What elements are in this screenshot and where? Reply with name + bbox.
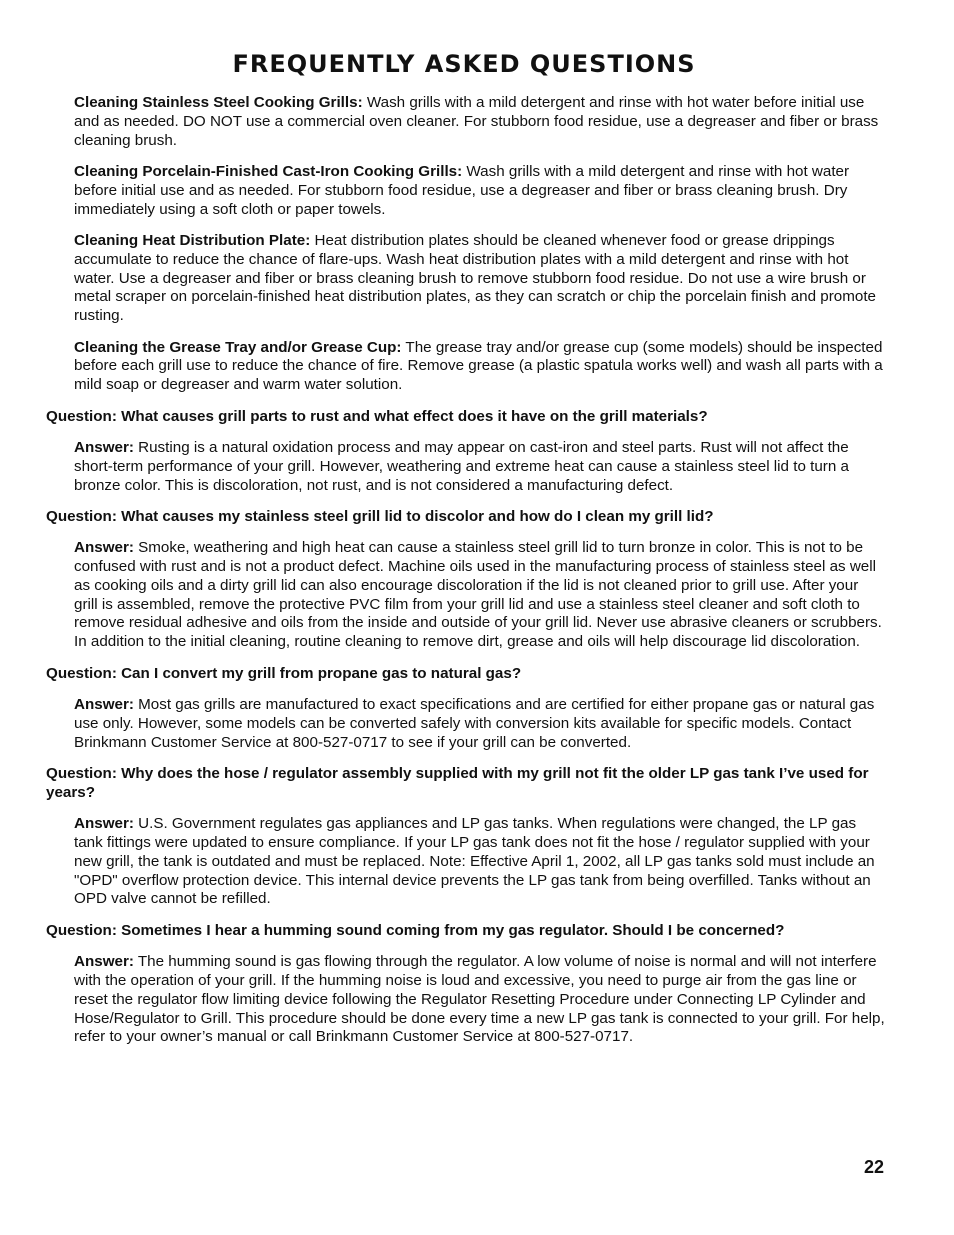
answer-text: Rusting is a natural oxidation process and may appear on cast-iron and steel parts. Rust will not affect the short-term performance of your grill. However, weathering and extreme heat can cause a stainless steel lid to turn a bronze color. This is discoloration, not rust, and is not considered a manufacturing defect. bbox=[74, 438, 849, 494]
answer-text: Most gas grills are manufactured to exact specifications and are certified for either propane gas or natural gas use only. However, some models can be converted safely with conversion kits available for specific models. Contact Brinkmann Customer Service at 800-527-0717 to see if your grill can be converted. bbox=[74, 696, 875, 751]
page-title: FREQUENTLY ASKED QUESTIONS bbox=[232, 50, 696, 78]
faq-content bbox=[46, 94, 886, 1060]
paragraph-text: Heat distribution plates should be cleaned whenever food or grease drippings accumulate to reduce the chance of flare-ups. Wash heat distribution plates with a mild detergent and rinse with hot water. Use a degreaser and fiber or brass cleaning brush to remove stubborn food residue. Do not use a wire brush or metal scraper on porcelain-finished heat distribution plates, as they can scratch or chip the porcelain finish and promote rusting. bbox=[74, 231, 877, 325]
paragraph-text: Wash grills with a mild detergent and rinse with hot water before initial use and as needed. For stubborn food residue, use a degreaser and fiber or brass cleaning brush. Dry immediately using a soft cloth or paper towels. bbox=[74, 162, 850, 218]
faq-answer-hose-regulator bbox=[74, 815, 886, 909]
faq-answer-humming bbox=[74, 953, 886, 1047]
faq-answer-rust bbox=[74, 439, 886, 495]
paragraph-text: Wash grills with a mild detergent and rinse with hot water before initial use and as needed. DO NOT use a commercial oven cleaner. For stubborn food residue, use a degreaser and fiber or brass cleaning brush. bbox=[74, 94, 879, 149]
paragraph-lead: Cleaning Porcelain-Finished Cast-Iron Cooking Grills: bbox=[74, 162, 463, 180]
answer-text: The humming sound is gas flowing through the regulator. A low volume of noise is normal and will not interfere with the operation of your grill. If the humming noise is loud and excessive, you need to purge air from the gas line or reset the regulator flow limiting device following the Regulator Resetting Procedure under Connecting LP Cylinder and Hose/Regulator to Grill. This procedure should be done every time a new LP gas tank is connected to your grill. For help, refer to your owner’s manual or call Brinkmann Customer Service at 800-527-0717. bbox=[74, 953, 885, 1046]
answer-label: Answer: bbox=[74, 696, 134, 714]
cleaning-heat-plate bbox=[74, 232, 886, 326]
cleaning-grease-tray bbox=[74, 339, 886, 395]
answer-label: Answer: bbox=[74, 438, 134, 456]
cleaning-stainless-grills bbox=[74, 94, 886, 150]
answer-label: Answer: bbox=[74, 539, 134, 557]
faq-answer-lid-discolor bbox=[74, 539, 886, 652]
answer-text: Smoke, weathering and high heat can cause a stainless steel grill lid to turn bronze in color. This is not to be confused with rust and is not a product defect. Machine oils used in the manufacturing process of stainless steel as well as cooking oils and a dirty grill lid can also encourage discoloration if the lid is not cleaned prior to grill use. After your grill is assembled, remove the protective PVC film from your grill lid and use a stainless steel cleaner and soft cloth to remove residual adhesive and oils from the inside and outside of your grill lid. Never use abrasive cleaners or scrubbers. In addition to the initial cleaning, routine cleaning to remove dirt, grease and oils will help discourage lid discoloration. bbox=[74, 539, 882, 651]
faq-question-lid-discolor: Question: What causes my stainless steel grill lid to discolor and how do I clean my grill lid? bbox=[46, 507, 714, 525]
faq-answer-convert-gas bbox=[74, 696, 886, 752]
paragraph-lead: Cleaning Stainless Steel Cooking Grills: bbox=[74, 94, 363, 111]
paragraph-text: The grease tray and/or grease cup (some models) should be inspected before each grill use to reduce the chance of fire. Remove grease (a plastic spatula works well) and wash all parts with a mild soap or degreaser and warm water solution. bbox=[74, 338, 883, 394]
faq-question-humming: Question: Sometimes I hear a humming sound coming from my gas regulator. Should I be concerned? bbox=[46, 921, 785, 939]
faq-question-hose-regulator: Question: Why does the hose / regulator assembly supplied with my grill not fit the older LP gas tank I’ve used for years? bbox=[46, 765, 869, 801]
answer-label: Answer: bbox=[74, 953, 134, 971]
faq-question-convert-gas: Question: Can I convert my grill from propane gas to natural gas? bbox=[46, 664, 522, 682]
cleaning-porcelain-grills bbox=[74, 163, 886, 219]
page-number: 22 bbox=[863, 1157, 884, 1177]
answer-label: Answer: bbox=[74, 815, 134, 833]
answer-text: U.S. Government regulates gas appliances and LP gas tanks. When regulations were changed, the LP gas tank fittings were updated to ensure compliance. If your LP gas tank does not fit the hose / regulator supplied with your new grill, the tank is outdated and must be replaced. Note: Effective April 1, 2002, all LP gas tanks sold must include an "OPD" overflow protection device. This internal device prevents the LP gas tank from being overfilled. Tanks without an OPD valve cannot be refilled. bbox=[74, 815, 875, 908]
paragraph-lead: Cleaning the Grease Tray and/or Grease Cup: bbox=[74, 338, 402, 356]
paragraph-lead: Cleaning Heat Distribution Plate: bbox=[74, 231, 311, 249]
faq-question-rust: Question: What causes grill parts to rust and what effect does it have on the grill materials? bbox=[46, 407, 708, 425]
